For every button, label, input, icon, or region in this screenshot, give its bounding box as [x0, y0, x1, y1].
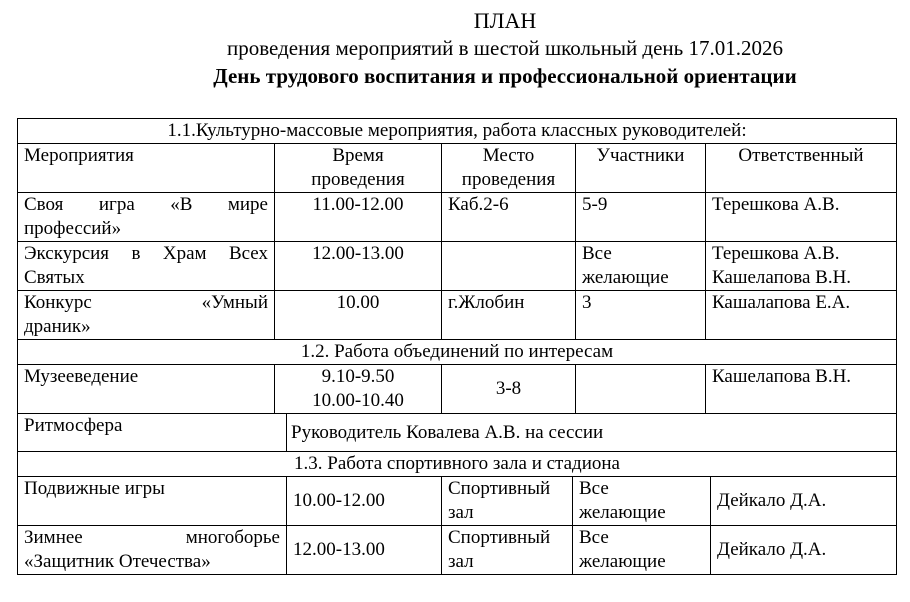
- table-row: [18, 477, 897, 526]
- plan-subtitle: проведения мероприятий в шестой школьный день 17.01.2026: [227, 36, 783, 60]
- participants-cell: 5-9: [576, 193, 706, 242]
- responsible-cell: Терешкова А.В. Кашелапова В.Н.: [706, 242, 897, 291]
- place-cell: г.Жлобин: [442, 291, 576, 340]
- column-header-responsible: Ответственный: [706, 144, 897, 193]
- participants-cell: 3: [576, 291, 706, 340]
- table-row: [18, 526, 897, 575]
- plan-title: ПЛАН: [473, 8, 537, 33]
- participants-cell: [576, 365, 706, 414]
- responsible-cell: Терешкова А.В.: [706, 193, 897, 242]
- event-cell: Своя игра «В мире профессий»: [18, 193, 275, 242]
- table-row: [18, 193, 897, 242]
- column-header-participants: Участники: [576, 144, 706, 193]
- time-cell: 11.00-12.00: [275, 193, 442, 242]
- time-cell: 12.00-13.00: [275, 242, 442, 291]
- table-row: [18, 242, 897, 291]
- event-cell: Экскурсия в Храм Всех Святых: [18, 242, 275, 291]
- time-cell: 10.00-12.00: [287, 477, 442, 526]
- place-cell: Спортивный зал: [442, 526, 573, 575]
- event-cell: Зимнее многоборье «Защитник Отечества»: [18, 526, 287, 575]
- responsible-cell: Кашелапова В.Н.: [706, 365, 897, 414]
- note-cell: Руководитель Ковалева А.В. на сессии: [287, 414, 897, 452]
- column-header-place: Место проведения: [442, 144, 576, 193]
- time-cell: 9.10-9.50 10.00-10.40: [275, 365, 442, 414]
- place-cell: 3-8: [442, 365, 576, 414]
- participants-cell: Все желающие: [573, 477, 711, 526]
- section-header: [18, 452, 897, 477]
- time-cell: 10.00: [275, 291, 442, 340]
- column-header-event: Мероприятия: [18, 144, 275, 193]
- table-row: [18, 414, 897, 452]
- column-header-time: Время проведения: [275, 144, 442, 193]
- place-cell: Каб.2-6: [442, 193, 576, 242]
- plan-theme: День трудового воспитания и профессиональной ориентации: [213, 64, 797, 88]
- section-header: [18, 340, 897, 365]
- responsible-cell: Кашалапова Е.А.: [706, 291, 897, 340]
- place-cell: [442, 242, 576, 291]
- section-header: [18, 119, 897, 144]
- participants-cell: Все желающие: [576, 242, 706, 291]
- participants-cell: Все желающие: [573, 526, 711, 575]
- table-header-row: [18, 144, 897, 193]
- event-cell: Музееведение: [18, 365, 275, 414]
- table-row: [18, 365, 897, 414]
- responsible-cell: Дейкало Д.А.: [711, 526, 897, 575]
- events-table: [17, 118, 897, 575]
- section-title: 1.1.Культурно-массовые мероприятия, работа классных руководителей:: [18, 119, 897, 144]
- event-cell: Подвижные игры: [18, 477, 287, 526]
- place-cell: Спортивный зал: [442, 477, 573, 526]
- time-cell: 12.00-13.00: [287, 526, 442, 575]
- responsible-cell: Дейкало Д.А.: [711, 477, 897, 526]
- table-row: [18, 291, 897, 340]
- section-title: 1.3. Работа спортивного зала и стадиона: [18, 452, 897, 477]
- event-cell: Ритмосфера: [18, 414, 287, 452]
- section-title: 1.2. Работа объединений по интересам: [18, 340, 897, 365]
- event-cell: Конкурс «Умный драник»: [18, 291, 275, 340]
